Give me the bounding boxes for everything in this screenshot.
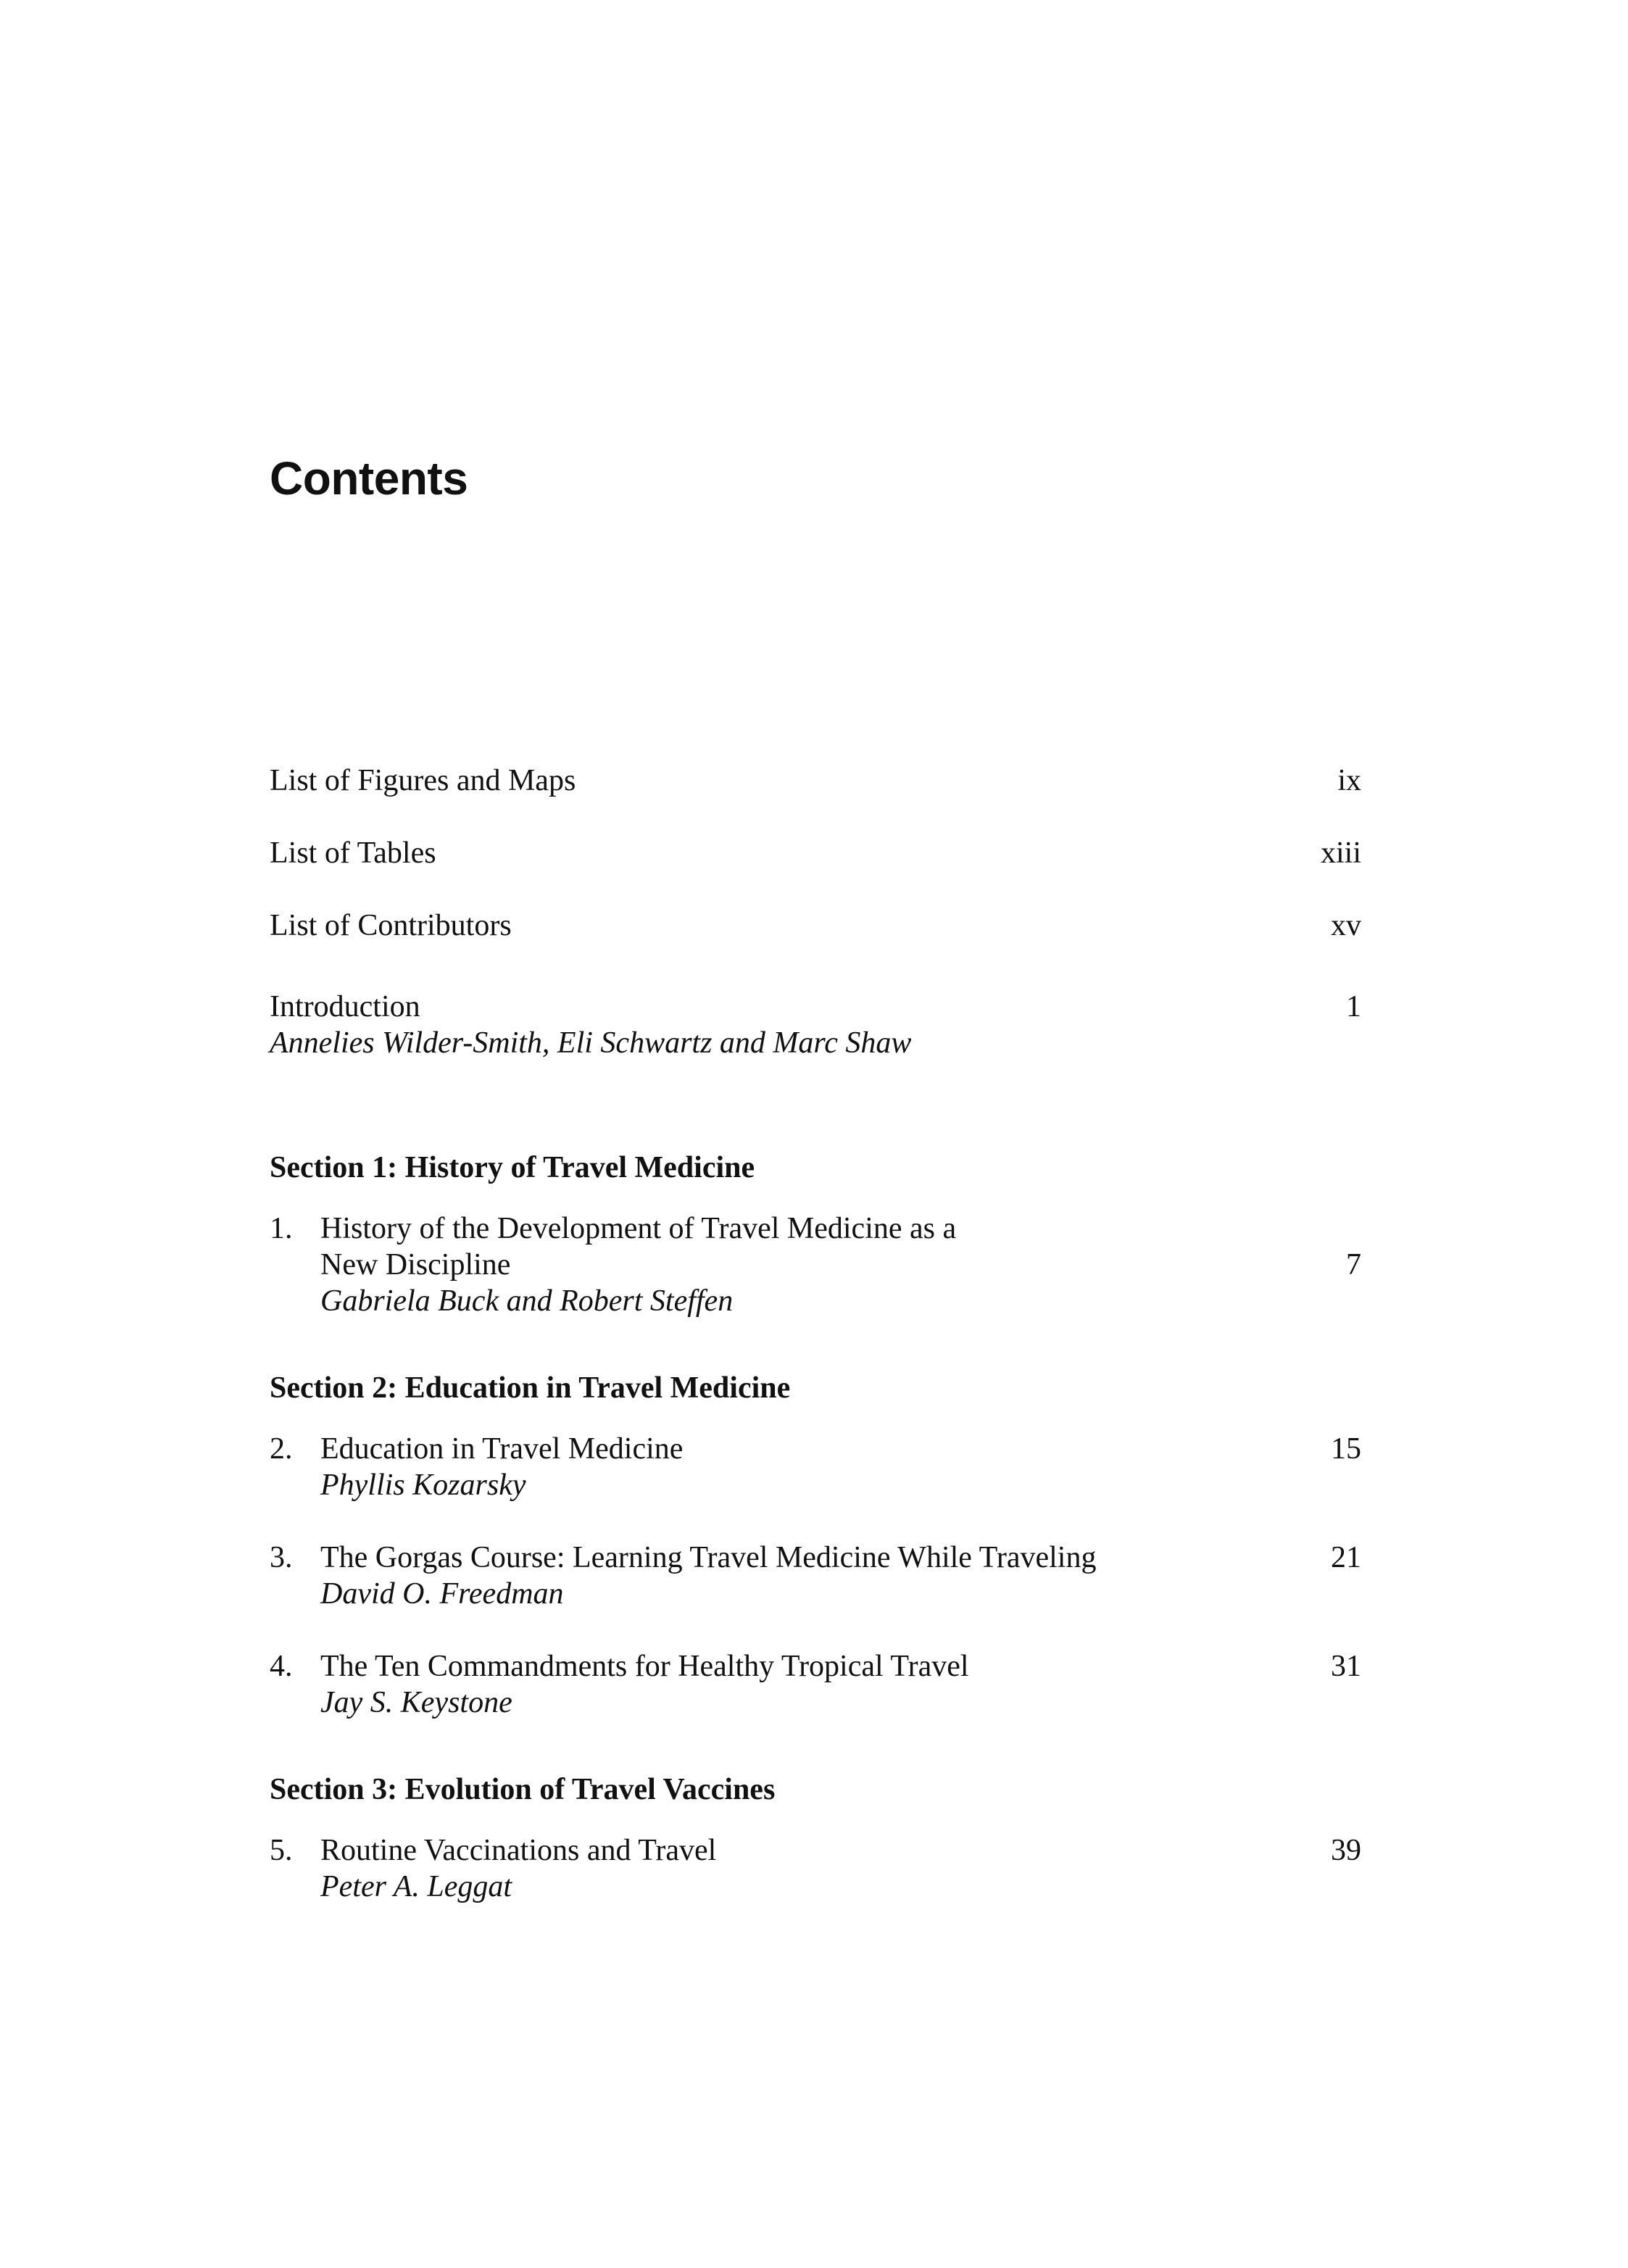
section-heading-2: Section 2: Education in Travel Medicine [270,1371,791,1405]
chapter-title: Routine Vaccinations and Travel [320,1834,717,1867]
section-heading-3: Section 3: Evolution of Travel Vaccines [270,1773,776,1806]
toc-entry-page: xv [1331,909,1361,942]
toc-entry-label: Introduction [270,990,420,1023]
toc-entry-page: 1 [1346,990,1361,1023]
chapter-number: 3. [270,1541,293,1574]
chapter-page: 39 [1331,1834,1361,1867]
toc-entry-label: List of Figures and Maps [270,764,576,797]
toc-entry-label: List of Contributors [270,909,512,942]
chapter-page: 7 [1346,1248,1361,1282]
toc-entry-list-of-tables[interactable] [270,835,1361,871]
chapter-authors: Peter A. Leggat [320,1870,512,1903]
toc-entry-authors [270,1869,1361,1905]
chapter-page: 15 [1331,1432,1361,1466]
toc-entry-page: ix [1337,764,1361,797]
chapter-title-line-1: History of the Development of Travel Medicine as a [320,1212,957,1245]
chapter-authors: David O. Freedman [320,1577,564,1611]
chapter-number: 2. [270,1432,293,1466]
chapter-title: Education in Travel Medicine [320,1432,684,1466]
toc-entry-authors-text: Annelies Wilder-Smith, Eli Schwartz and Marc Shaw [270,1026,912,1060]
toc-entry-label: List of Tables [270,836,436,870]
toc-entry-list-of-contributors[interactable] [270,907,1361,944]
toc-entry-page: xiii [1320,836,1361,870]
toc-entry-authors [270,1467,1361,1503]
chapter-number: 4. [270,1650,293,1683]
chapter-title: The Gorgas Course: Learning Travel Medicine While Traveling [320,1541,1097,1574]
toc-entry-chapter-1-continued[interactable] [270,1247,1361,1283]
toc-entry-authors [270,1685,1361,1721]
toc-entry-chapter-3[interactable] [270,1540,1361,1576]
toc-entry-chapter-4[interactable] [270,1648,1361,1685]
chapter-page: 21 [1331,1541,1361,1574]
toc-entry-chapter-2[interactable] [270,1431,1361,1467]
chapter-title: The Ten Commandments for Healthy Tropical Travel [320,1650,969,1683]
chapter-number: 1. [270,1212,293,1245]
toc-entry-authors [270,1283,1361,1319]
chapter-number: 5. [270,1834,293,1867]
page-title: Contents [270,452,468,504]
chapter-authors: Phyllis Kozarsky [320,1469,526,1502]
toc-entry-introduction[interactable] [270,989,1361,1025]
toc-entry-list-of-figures[interactable] [270,763,1361,799]
section-heading-1: Section 1: History of Travel Medicine [270,1151,755,1184]
toc-entry-chapter-5[interactable] [270,1832,1361,1869]
toc-entry-chapter-1[interactable] [270,1210,1361,1247]
chapter-title-line-2: New Discipline [320,1248,511,1282]
chapter-authors: Gabriela Buck and Robert Steffen [320,1284,734,1318]
chapter-authors: Jay S. Keystone [320,1686,512,1719]
toc-entry-authors [270,1576,1361,1612]
toc-entry-authors [270,1025,1361,1061]
chapter-page: 31 [1331,1650,1361,1683]
